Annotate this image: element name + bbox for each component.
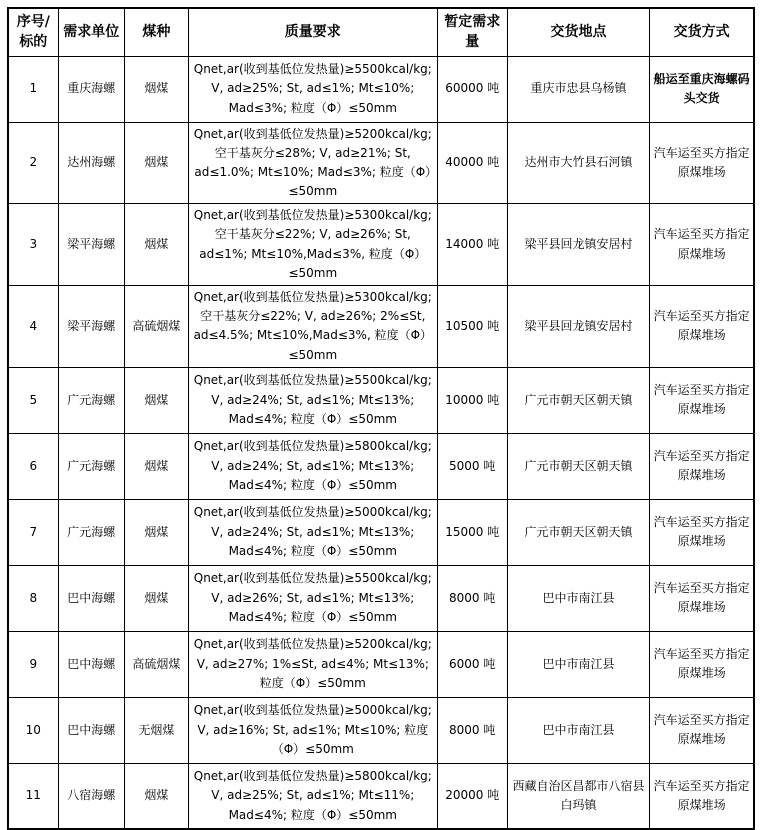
header-demand-unit: 需求单位 [58, 8, 124, 56]
cell-serial: 1 [8, 56, 58, 122]
header-quality-requirements: 质量要求 [188, 8, 437, 56]
table-row [8, 697, 754, 763]
cell-quality-requirements: Qnet,ar(收到基低位发热量)≥5200kcal/kg; V, ad≥27%; 1%≤St, ad≤4%; Mt≤13%; 粒度（Φ）≤50mm [188, 631, 437, 697]
cell-quality-requirements: Qnet,ar(收到基低位发热量)≥5500kcal/kg; V, ad≥26%; St, ad≤1%; Mt≤13%; Mad≤4%; 粒度（Φ）≤50mm [188, 565, 437, 631]
table-row [8, 56, 754, 122]
cell-demand-unit: 梁平海螺 [58, 286, 124, 368]
cell-coal-type: 烟煤 [124, 433, 188, 499]
cell-coal-type: 烟煤 [124, 367, 188, 433]
cell-coal-type: 高硫烟煤 [124, 286, 188, 368]
cell-demand-unit: 广元海螺 [58, 433, 124, 499]
cell-delivery-method: 汽车运至买方指定原煤堆场 [650, 204, 754, 286]
header-delivery-location: 交货地点 [507, 8, 649, 56]
cell-coal-type: 烟煤 [124, 565, 188, 631]
cell-quality-requirements: Qnet,ar(收到基低位发热量)≥5300kcal/kg; 空干基灰分≤22%; V, ad≥26%; St, ad≤1%; Mt≤10%,Mad≤3%, 粒度（Φ）≤50mm [188, 204, 437, 286]
cell-delivery-method: 汽车运至买方指定原煤堆场 [650, 367, 754, 433]
cell-tentative-quantity: 8000 吨 [437, 565, 507, 631]
cell-quality-requirements: Qnet,ar(收到基低位发热量)≥5200kcal/kg; 空干基灰分≤28%; V, ad≥21%; St, ad≤1.0%; Mt≤10%; Mad≤3%; 粒度（Φ）≤50mm [188, 122, 437, 204]
cell-tentative-quantity: 40000 吨 [437, 122, 507, 204]
cell-delivery-method: 船运至重庆海螺码头交货 [650, 56, 754, 122]
cell-demand-unit: 达州海螺 [58, 122, 124, 204]
cell-delivery-location: 达州市大竹县石河镇 [507, 122, 649, 204]
cell-delivery-location: 广元市朝天区朝天镇 [507, 433, 649, 499]
cell-delivery-location: 广元市朝天区朝天镇 [507, 499, 649, 565]
cell-coal-type: 烟煤 [124, 763, 188, 829]
cell-demand-unit: 重庆海螺 [58, 56, 124, 122]
cell-coal-type: 烟煤 [124, 204, 188, 286]
cell-delivery-method: 汽车运至买方指定原煤堆场 [650, 499, 754, 565]
cell-serial: 6 [8, 433, 58, 499]
header-delivery-method: 交货方式 [650, 8, 754, 56]
table-row [8, 122, 754, 204]
cell-tentative-quantity: 10000 吨 [437, 367, 507, 433]
cell-delivery-method: 汽车运至买方指定原煤堆场 [650, 763, 754, 829]
cell-delivery-location: 梁平县回龙镇安居村 [507, 286, 649, 368]
cell-tentative-quantity: 8000 吨 [437, 697, 507, 763]
header-coal-type: 煤种 [124, 8, 188, 56]
cell-tentative-quantity: 14000 吨 [437, 204, 507, 286]
cell-delivery-method: 汽车运至买方指定原煤堆场 [650, 433, 754, 499]
cell-serial: 9 [8, 631, 58, 697]
cell-demand-unit: 广元海螺 [58, 367, 124, 433]
cell-quality-requirements: Qnet,ar(收到基低位发热量)≥5500kcal/kg; V, ad≥24%; St, ad≤1%; Mt≤13%; Mad≤4%; 粒度（Φ）≤50mm [188, 367, 437, 433]
cell-delivery-method: 汽车运至买方指定原煤堆场 [650, 631, 754, 697]
cell-quality-requirements: Qnet,ar(收到基低位发热量)≥5800kcal/kg; V, ad≥24%; St, ad≤1%; Mt≤13%; Mad≤4%; 粒度（Φ）≤50mm [188, 433, 437, 499]
cell-serial: 3 [8, 204, 58, 286]
cell-delivery-location: 巴中市南江县 [507, 565, 649, 631]
cell-delivery-method: 汽车运至买方指定原煤堆场 [650, 286, 754, 368]
cell-quality-requirements: Qnet,ar(收到基低位发热量)≥5300kcal/kg; 空干基灰分≤22%; V, ad≥26%; 2%≤St, ad≤4.5%; Mt≤10%,Mad≤3%, 粒度（Φ）≤50mm [188, 286, 437, 368]
table-header-row [8, 8, 754, 56]
table-row [8, 631, 754, 697]
cell-tentative-quantity: 10500 吨 [437, 286, 507, 368]
cell-quality-requirements: Qnet,ar(收到基低位发热量)≥5000kcal/kg; V, ad≥24%; St, ad≤1%; Mt≤13%; Mad≤4%; 粒度（Φ）≤50mm [188, 499, 437, 565]
cell-serial: 10 [8, 697, 58, 763]
cell-quality-requirements: Qnet,ar(收到基低位发热量)≥5000kcal/kg; V, ad≥16%; St, ad≤1%; Mt≤10%; 粒度（Φ）≤50mm [188, 697, 437, 763]
cell-delivery-location: 巴中市南江县 [507, 697, 649, 763]
cell-delivery-method: 汽车运至买方指定原煤堆场 [650, 122, 754, 204]
cell-demand-unit: 巴中海螺 [58, 697, 124, 763]
table-row [8, 565, 754, 631]
coal-procurement-table [7, 7, 755, 830]
cell-tentative-quantity: 60000 吨 [437, 56, 507, 122]
header-tentative-quantity: 暂定需求量 [437, 8, 507, 56]
cell-coal-type: 高硫烟煤 [124, 631, 188, 697]
cell-delivery-method: 汽车运至买方指定原煤堆场 [650, 697, 754, 763]
cell-serial: 2 [8, 122, 58, 204]
cell-demand-unit: 梁平海螺 [58, 204, 124, 286]
cell-delivery-location: 西藏自治区昌都市八宿县白玛镇 [507, 763, 649, 829]
cell-delivery-location: 梁平县回龙镇安居村 [507, 204, 649, 286]
cell-tentative-quantity: 5000 吨 [437, 433, 507, 499]
table-row [8, 367, 754, 433]
cell-demand-unit: 巴中海螺 [58, 565, 124, 631]
table-row [8, 763, 754, 829]
cell-serial: 4 [8, 286, 58, 368]
cell-serial: 11 [8, 763, 58, 829]
cell-coal-type: 烟煤 [124, 56, 188, 122]
cell-delivery-location: 重庆市忠县乌杨镇 [507, 56, 649, 122]
table-row [8, 204, 754, 286]
cell-coal-type: 烟煤 [124, 499, 188, 565]
cell-demand-unit: 巴中海螺 [58, 631, 124, 697]
cell-tentative-quantity: 20000 吨 [437, 763, 507, 829]
table-row [8, 433, 754, 499]
cell-delivery-location: 巴中市南江县 [507, 631, 649, 697]
cell-quality-requirements: Qnet,ar(收到基低位发热量)≥5500kcal/kg; V, ad≥25%; St, ad≤1%; Mt≤10%; Mad≤3%; 粒度（Φ）≤50mm [188, 56, 437, 122]
cell-coal-type: 无烟煤 [124, 697, 188, 763]
cell-tentative-quantity: 15000 吨 [437, 499, 507, 565]
table-row [8, 286, 754, 368]
cell-delivery-method: 汽车运至买方指定原煤堆场 [650, 565, 754, 631]
cell-serial: 5 [8, 367, 58, 433]
cell-serial: 8 [8, 565, 58, 631]
cell-demand-unit: 广元海螺 [58, 499, 124, 565]
cell-delivery-location: 广元市朝天区朝天镇 [507, 367, 649, 433]
cell-tentative-quantity: 6000 吨 [437, 631, 507, 697]
cell-serial: 7 [8, 499, 58, 565]
table-row [8, 499, 754, 565]
header-serial: 序号/标的 [8, 8, 58, 56]
cell-demand-unit: 八宿海螺 [58, 763, 124, 829]
cell-coal-type: 烟煤 [124, 122, 188, 204]
cell-quality-requirements: Qnet,ar(收到基低位发热量)≥5800kcal/kg; V, ad≥25%; St, ad≤1%; Mt≤11%; Mad≤4%; 粒度（Φ）≤50mm [188, 763, 437, 829]
